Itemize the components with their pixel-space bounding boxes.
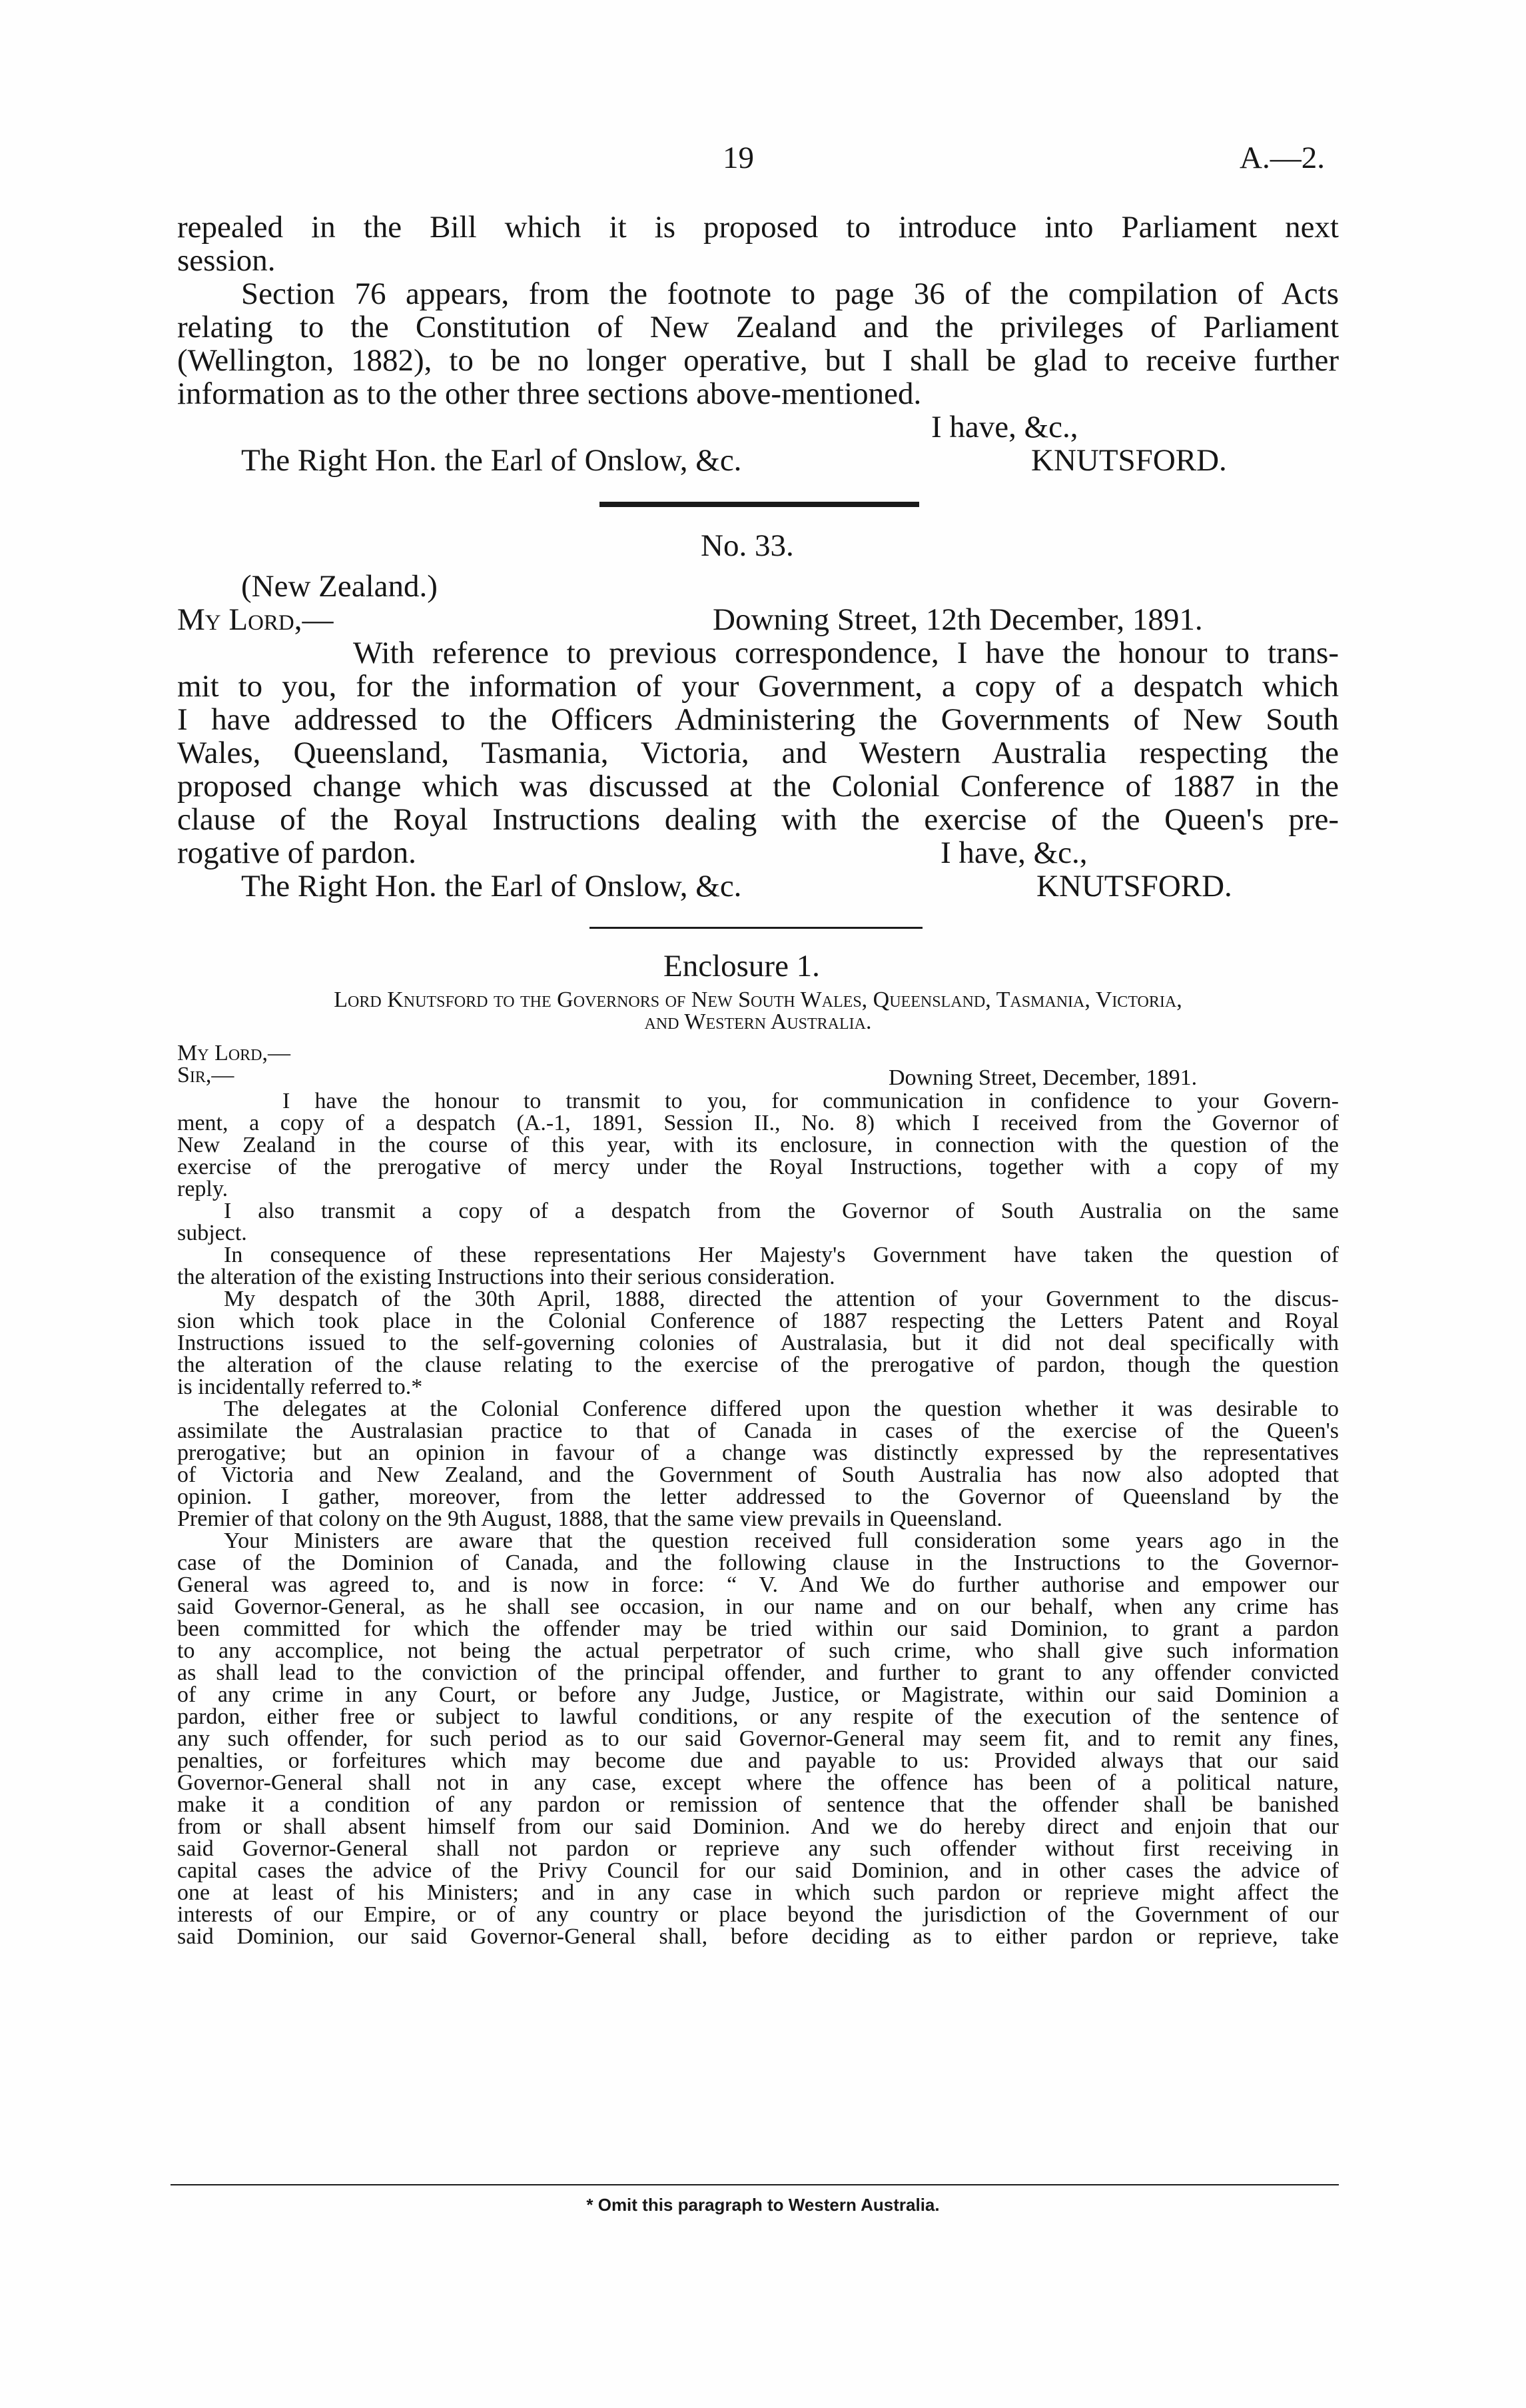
paper-reference: A.—2.: [1240, 141, 1325, 175]
text-line: Instructions issued to the self-governing colonies of Australasia, but it did not deal specifically with: [177, 1331, 1339, 1355]
section-divider: [589, 927, 923, 929]
text-line: as shall lead to the conviction of the principal offender, and further to grant to any offender convicted: [177, 1660, 1339, 1685]
text-line: interests of our Empire, or of any country or place beyond the jurisdiction of the Government of our: [177, 1902, 1339, 1927]
text-line: been committed for which the offender may be tried within our said Dominion, to grant a pardon: [177, 1616, 1339, 1641]
addressee: The Right Hon. the Earl of Onslow, &c.: [241, 869, 742, 903]
text-line: is incidentally referred to.*: [177, 1375, 423, 1399]
text-line: any such offender, for such period as to our said Governor-General may seem fit, and to remit any fines,: [177, 1726, 1339, 1751]
enclosure-title: Enclosure 1.: [663, 949, 820, 983]
text-line: assimilate the Australasian practice to that of Canada in cases of the exercise of the Queen's: [177, 1419, 1339, 1443]
section-divider-heavy: [599, 502, 919, 507]
text-line: said Dominion, our said Governor-General shall, before deciding as to either pardon or reprieve, take: [177, 1924, 1339, 1949]
text-line: Premier of that colony on the 9th August, 1888, that the same view prevails in Queensland.: [177, 1506, 1002, 1531]
text-line: With reference to previous correspondence, I have the honour to trans-: [353, 636, 1339, 670]
text-line: I have the honour to transmit to you, for communication in confidence to your Govern-: [282, 1089, 1339, 1113]
text-line: make it a condition of any pardon or remission of sentence that the offender shall be banished: [177, 1792, 1339, 1817]
letter32-paragraph: [177, 277, 1339, 410]
page-number: 19: [723, 141, 754, 175]
text-line: ment, a copy of a despatch (A.-1, 1891, Session II., No. 8) which I received from the Governor of: [177, 1111, 1339, 1135]
text-line: penalties, or forfeitures which may become due and payable to us: Provided always that our said: [177, 1748, 1339, 1773]
text-line: opinion. I gather, moreover, from the letter addressed to the Governor of Queensland by the: [177, 1485, 1339, 1509]
salutation-lord: My Lord,—: [177, 1041, 291, 1065]
place-date: Downing Street, 12th December, 1891.: [713, 602, 1203, 637]
signature: KNUTSFORD.: [1036, 869, 1232, 903]
signature: KNUTSFORD.: [1031, 443, 1227, 478]
text-line: mit to you, for the information of your Government, a copy of a despatch which: [177, 669, 1339, 704]
colony-label: (New Zealand.): [241, 569, 438, 604]
paragraph: [177, 1090, 1339, 1200]
text-line: Governor-General shall not in any case, except where the offence has been of a political nature,: [177, 1770, 1339, 1795]
text-line: General was agreed to, and is now in force: “ V. And We do further authorise and empower our: [177, 1572, 1339, 1597]
paragraph: [177, 1200, 1339, 1244]
closing-phrase: I have, &c.,: [931, 410, 1078, 444]
text-line: The delegates at the Colonial Conference differed upon the question whether it was desirable to: [224, 1397, 1339, 1421]
text-line: Section 76 appears, from the footnote to page 36 of the compilation of Acts: [241, 277, 1339, 311]
text-line: of Victoria and New Zealand, and the Government of South Australia has now also adopted that: [177, 1463, 1339, 1487]
footnote-rule: [171, 2184, 1339, 2185]
text-line: said Governor-General, as he shall see occasion, in our name and on our behalf, when any crime has: [177, 1594, 1339, 1619]
closing-phrase: I have, &c.,: [941, 836, 1088, 870]
text-line: Your Ministers are aware that the question received full consideration some years ago in the: [224, 1528, 1339, 1553]
text-line: rogative of pardon.: [177, 836, 416, 870]
text-line: one at least of his Ministers; and in any case in which such pardon or reprieve might affect the: [177, 1880, 1339, 1905]
enclosure-body: [177, 1090, 1339, 1948]
addressee: The Right Hon. the Earl of Onslow, &c.: [241, 443, 742, 478]
text-line: the alteration of the clause relating to the exercise of the prerogative of pardon, though the question: [177, 1353, 1339, 1377]
letter33-body: [177, 636, 1339, 870]
paragraph: [177, 1244, 1339, 1288]
place-date: Downing Street, December, 1891.: [889, 1065, 1198, 1090]
text-line: case of the Dominion of Canada, and the following clause in the Instructions to the Governor-: [177, 1550, 1339, 1575]
text-line: said Governor-General shall not pardon or reprieve any such offender without first receiving in: [177, 1836, 1339, 1861]
text-line: subject.: [177, 1221, 247, 1245]
text-line: relating to the Constitution of New Zealand and the privileges of Parliament: [177, 310, 1339, 344]
text-line: My despatch of the 30th April, 1888, directed the attention of your Government to the discus-: [224, 1287, 1339, 1311]
text-line: repealed in the Bill which it is proposed to introduce into Parliament next: [177, 210, 1339, 245]
paragraph: [177, 1398, 1339, 1530]
text-line: from or shall absent himself from our said Dominion. And we do hereby direct and enjoin that our: [177, 1814, 1339, 1839]
text-line: exercise of the prerogative of mercy under the Royal Instructions, together with a copy of my: [177, 1155, 1339, 1179]
salutation: My Lord,—: [177, 602, 334, 637]
heading-line: Lord Knutsford to the Governors of New South Wales, Queensland, Tasmania, Victoria,: [334, 987, 1182, 1012]
salutation-sir: Sir,—: [177, 1063, 234, 1087]
letter-number: No. 33.: [701, 528, 794, 563]
text-line: capital cases the advice of the Privy Council for our said Dominion, and in other cases the advice of: [177, 1858, 1339, 1883]
heading-line: and Western Australia.: [644, 1009, 872, 1034]
letter32-continuation: [177, 211, 1339, 277]
text-line: clause of the Royal Instructions dealing with the exercise of the Queen's pre-: [177, 802, 1339, 837]
text-line: (Wellington, 1882), to be no longer operative, but I shall be glad to receive further: [177, 343, 1339, 378]
text-line: prerogative; but an opinion in favour of a change was distinctly expressed by the representatives: [177, 1441, 1339, 1465]
footnote: * Omit this paragraph to Western Australia.: [586, 2195, 940, 2215]
text-line: information as to the other three sections above-mentioned.: [177, 376, 922, 411]
paragraph: [177, 1530, 1339, 1948]
text-line: reply.: [177, 1177, 228, 1201]
paragraph: [177, 1288, 1339, 1398]
text-line: proposed change which was discussed at the Colonial Conference of 1887 in the: [177, 769, 1339, 804]
text-line: I also transmit a copy of a despatch from the Governor of South Australia on the same: [224, 1199, 1339, 1223]
enclosure-heading: [177, 989, 1339, 1033]
text-line: to any accomplice, not being the actual perpetrator of such crime, who shall give such information: [177, 1638, 1339, 1663]
text-line: New Zealand in the course of this year, with its enclosure, in connection with the question of the: [177, 1133, 1339, 1157]
text-line: pardon, either free or subject to lawful conditions, or any respite of the execution of the sentence of: [177, 1704, 1339, 1729]
text-line: In consequence of these representations Her Majesty's Government have taken the question of: [224, 1243, 1339, 1267]
text-line: session.: [177, 243, 276, 278]
text-line: sion which took place in the Colonial Conference of 1887 respecting the Letters Patent and Royal: [177, 1309, 1339, 1333]
text-line: Wales, Queensland, Tasmania, Victoria, and Western Australia respecting the: [177, 736, 1339, 770]
text-line: I have addressed to the Officers Administering the Governments of New South: [177, 702, 1339, 737]
text-line: the alteration of the existing Instructions into their serious consideration.: [177, 1265, 835, 1289]
text-line: of any crime in any Court, or before any Judge, Justice, or Magistrate, within our said Dominion a: [177, 1682, 1339, 1707]
